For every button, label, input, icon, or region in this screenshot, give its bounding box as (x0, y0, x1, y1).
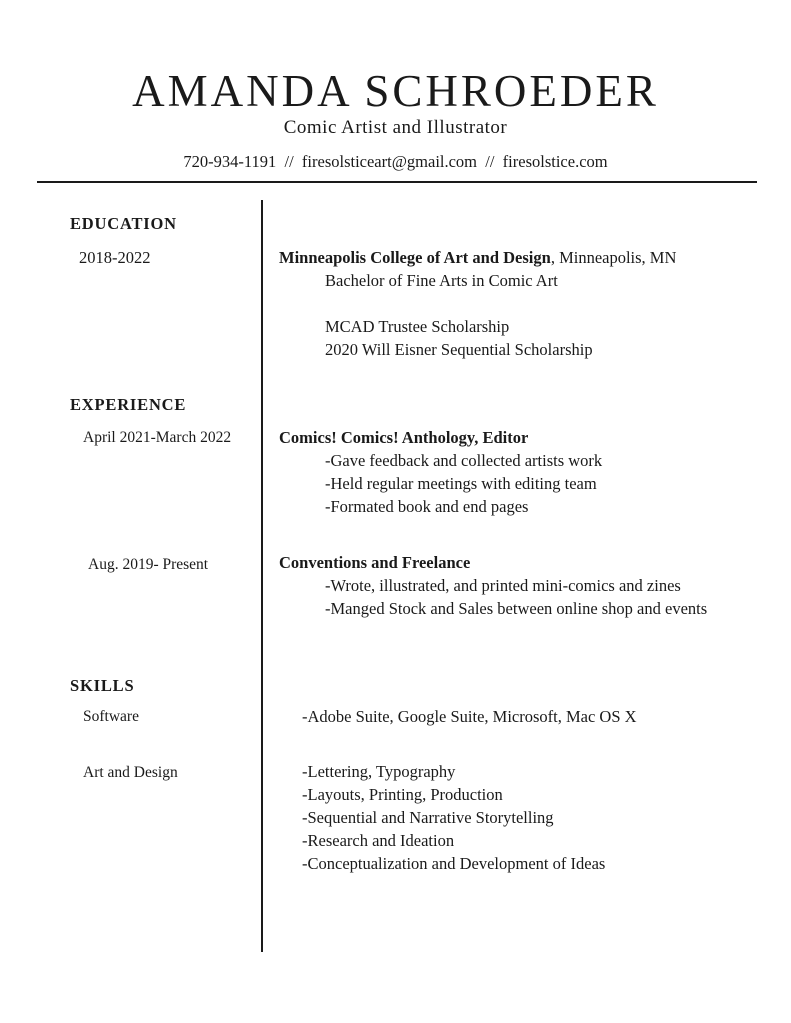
school-name: Minneapolis College of Art and Design (279, 248, 551, 267)
experience-date: Aug. 2019- Present (88, 556, 209, 573)
experience-bullet: -Held regular meetings with editing team (325, 474, 597, 493)
experience-title: Conventions and Freelance (279, 553, 471, 572)
skill-line: -Layouts, Printing, Production (302, 785, 503, 804)
skill-group-label: Software (83, 708, 139, 725)
scholarship: MCAD Trustee Scholarship (325, 317, 510, 336)
experience-bullet: -Gave feedback and collected artists work (325, 451, 603, 470)
skill-line: -Lettering, Typography (302, 762, 456, 781)
skill-group-label: Art and Design (83, 764, 178, 781)
scholarship: 2020 Will Eisner Sequential Scholarship (325, 340, 593, 359)
contact-line: 720-934-1191 // firesolsticeart@gmail.com // firesolstice.com (183, 152, 608, 171)
header-divider (37, 181, 757, 183)
experience-heading: EXPERIENCE (70, 395, 187, 414)
resume-name: AMANDA SCHROEDER (132, 66, 659, 116)
education-school-line (279, 248, 676, 268)
education-heading: EDUCATION (70, 214, 177, 233)
experience-date: April 2021-March 2022 (83, 429, 232, 446)
experience-bullet: -Formated book and end pages (325, 497, 529, 516)
education-date: 2018-2022 (79, 248, 151, 267)
resume-subtitle: Comic Artist and Illustrator (283, 117, 508, 138)
skill-line: -Sequential and Narrative Storytelling (302, 808, 554, 827)
column-divider (261, 200, 263, 952)
skills-heading: SKILLS (70, 676, 135, 695)
skill-line: -Adobe Suite, Google Suite, Microsoft, Mac OS X (302, 707, 637, 726)
skill-line: -Research and Ideation (302, 831, 455, 850)
school-location: , Minneapolis, MN (550, 248, 677, 267)
degree: Bachelor of Fine Arts in Comic Art (325, 271, 558, 290)
skill-line: -Conceptualization and Development of Ideas (302, 854, 606, 873)
experience-title: Comics! Comics! Anthology, Editor (279, 428, 529, 447)
experience-bullet: -Wrote, illustrated, and printed mini-comics and zines (325, 576, 681, 595)
experience-bullet: -Manged Stock and Sales between online shop and events (325, 599, 708, 618)
